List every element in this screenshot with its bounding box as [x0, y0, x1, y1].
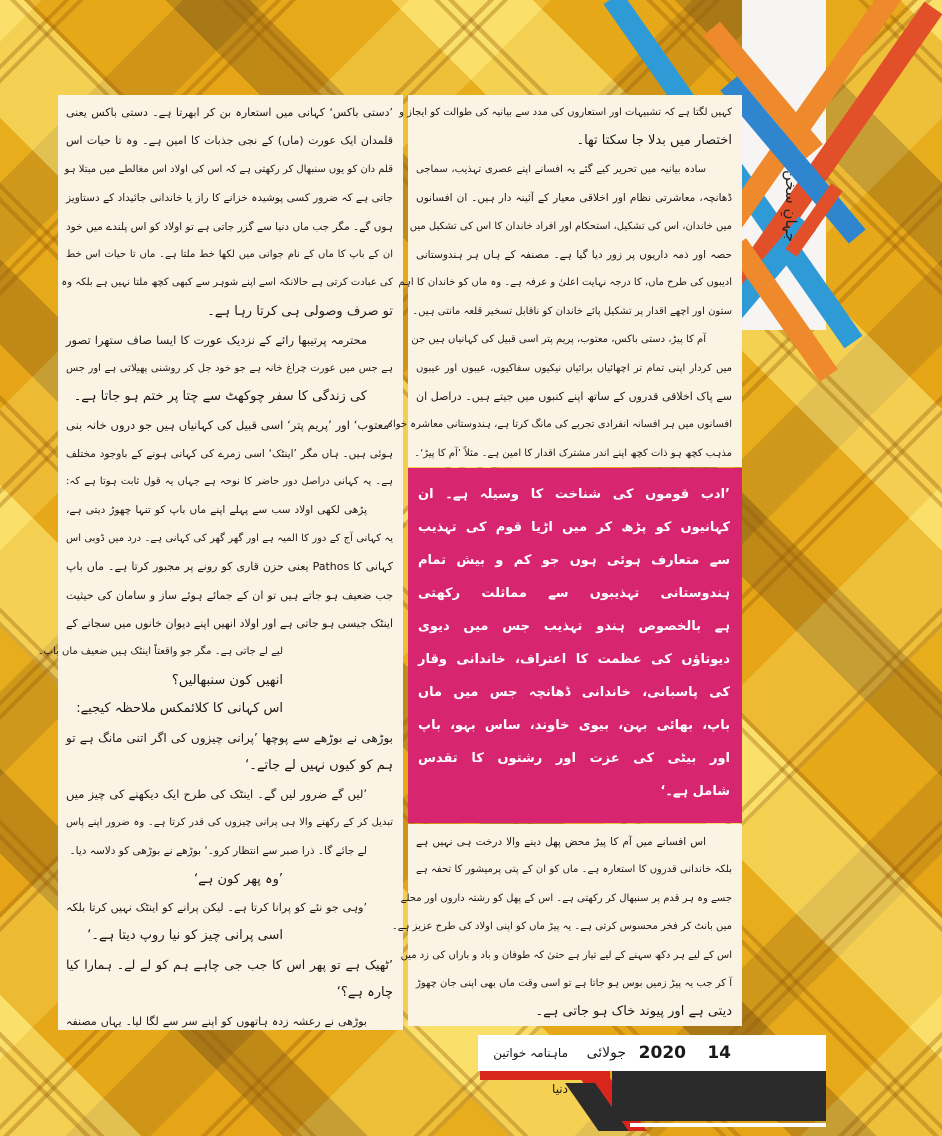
text-line: مذہب کچھ ہو ذات کچھ اپنے اندر مشترک اقدار کا امین ہے۔ مثلاً ’آم کا پیڑ‘۔ [414, 447, 732, 459]
text-line: کہانیوں کو پڑھ کر میں اڑیا قوم کی تہذیب [418, 520, 730, 535]
text-line: ڈھانچہ، معاشرتی نظام اور اخلاقی معیار کے آئینہ دار ہیں۔ ان افسانوں [416, 192, 732, 205]
right-text-column-top [387, 95, 742, 467]
text-line: ہے۔ یہ کہانی دراصل دور حاضر کا نوحہ ہے جہاں یہ قول ثابت ہوتا ہے کہ: [66, 476, 393, 488]
text-line: تبدیل کر کے رکھنے والا ہی پرانی چیزوں کی قدر کرتا ہے۔ وہ ضرور اپنے پاس [66, 816, 393, 828]
left-text-column [37, 95, 403, 1030]
section-label: جہانِ سخن [782, 170, 800, 243]
text-line: شامل ہے۔‘ [660, 784, 730, 799]
issue-month: جولائی [586, 1045, 626, 1061]
text-line: انھیں کون سنبھالیں؟ [171, 672, 283, 688]
magazine-name: ماہنامہ خواتین دنیا [493, 1046, 568, 1096]
text-line: جسے وہ ہر قدم پر سنبھال کر رکھتی ہے۔ اس کے پھل کو رشتہ داروں اور محلے [400, 892, 732, 904]
text-line: آم کا پیڑ، دستی باکس، معتوب، پریم پتر اسی قبیل کی کہانیاں ہیں جن [411, 334, 706, 346]
text-line: آ کر جب یہ پیڑ زمیں بوس ہو جاتا ہے تو اسی وقت ماں بھی اپنی جان چھوڑ [416, 977, 732, 989]
text-line: ’وہ پھر کون ہے‘ [193, 871, 283, 887]
page-number: 14 [707, 1043, 731, 1063]
article-text [37, 99, 393, 1036]
text-line: بلکہ خاندانی قدروں کا استعارہ ہے۔ ماں کو ان کے پتی پرمیشور کا تحفہ ہے [416, 864, 732, 876]
text-line: دیوتاؤں کی عظمت کا اعتراف، خاندانی وقار [418, 652, 730, 667]
issue-year: 2020 [638, 1043, 686, 1063]
text-line: سے پاک اخلاقی قدروں کے ساتھ اپنے کنبوں میں جیتے ہیں۔ دراصل ان [416, 389, 732, 403]
text-line: پڑھی لکھی اولاد سب سے پہلے اپنے ماں باپ کو تنہا چھوڑ دیتی ہے، [66, 504, 367, 517]
article-text [387, 99, 732, 468]
footer-black-block [612, 1071, 826, 1121]
text-line: ’وہی جو نئے کو پرانا کرتا ہے۔ لیکن پرانے کو اینٹک نہیں کرتا بلکہ [66, 900, 367, 914]
text-line: ستون اور اچھے اقدار پر تشکیل پائے خاندان کو ناقابل تسخیر قلعہ مانتی ہیں۔ [412, 305, 732, 317]
text-line: ادیبوں کی طرح ماں، کا درجہ نہایت اعلیٰ و عرفہ ہے۔ وہ ماں کو خاندان کا اہم [398, 277, 732, 289]
text-line: اختصار میں بدلا جا سکتا تھا۔ [576, 133, 732, 149]
text-line: کہانی کا Pathos یعنی حزن قاری کو رونے پر مجبور کرتا ہے۔ ماں باپ [66, 560, 393, 574]
text-line: میں خاندان، اس کی تشکیل، استحکام اور افراد خاندان کا اس کی تشکیل میں [409, 220, 732, 232]
text-line: تو صرف وصولی ہی کرتا رہا ہے۔ [207, 303, 393, 319]
text-line: لیے لے جاتی ہے۔ مگر جو واقعتاً اینٹک ہیں ضعیف ماں باپ۔ [37, 646, 283, 658]
text-line: دیتی ہے اور پیوند خاک ہو جاتی ہے۔ [535, 1004, 732, 1020]
text-line: کی عبادت کرتی ہے حالانکہ اسے اپنے شوہر سے کبھی کچھ ملتا نہیں ہے بلکہ وہ [61, 277, 393, 289]
text-line: اس افسانے میں آم کا پیڑ محض پھل دینے والا درخت ہی نہیں ہے [416, 836, 706, 848]
text-line: قلم دان کو یوں سنبھال کر رکھتی ہے کہ اس کی اولاد اس مغالطے میں مبتلا ہو [64, 163, 393, 175]
text-line: ہندوستانی تہذیبوں سے مماثلت رکھتی [418, 586, 730, 601]
text-line: اینٹک جیسی ہو جاتی ہے اور اولاد انھیں اپنے دیوان خانوں میں سجانے کے [66, 617, 393, 631]
text-line: کہیں لگتا ہے کہ تشبیہات اور استعاروں کی مدد سے بیانیہ کی طوالت کو ایجاز و [399, 107, 732, 118]
text-line: ’ٹھیک ہے تو پھر اس کا جب جی چاہے ہم کو لے لے۔ ہمارا کیا [66, 956, 393, 972]
text-line: ہوئی ہیں۔ ہاں مگر ’اینٹک‘ اسی زمرے کی کہانی ہونے کے باوجود مختلف [66, 447, 393, 460]
text-line: اس کے لیے ہر دکھ سہنے کے لیے تیار ہے حتیٰ کہ طوفان و باد و باراں کی زد میں [400, 949, 732, 961]
text-line: اور بیٹی کی عزت اور رشتوں کا تقدس [418, 751, 730, 766]
decorative-weave-stripe [742, 0, 826, 330]
text-line: ’دستی باکس‘ کہانی میں استعارہ بن کر ابھرتا ہے۔ دستی باکس یعنی [66, 106, 393, 119]
text-line: میں بانٹ کر فخر محسوس کرتی ہے۔ یہ پیڑ ماں کو اپنی اولاد کی طرح عزیز ہے۔ [391, 921, 732, 933]
text-line: جب ضعیف ہو جاتے ہیں تو ان کے جمائے ہوئے ساز و سامان کی حیثیت [66, 588, 393, 602]
text-line: حصہ اور ذمہ داریوں پر زور دیا گیا ہے۔ مصنفہ کے ہاں ہر ہندوستانی [416, 248, 732, 261]
text-line: ہے جس میں عورت چراغ خانہ ہے جو خود جل کر روشنی پھیلاتی ہے اور جس [66, 362, 393, 374]
text-line: ہے بالخصوص ہندو تہذیب جس میں دیوی [418, 619, 730, 634]
text-line: جاتی ہے کہ ضرور کسی پوشیدہ خزانے کا راز یا خاندانی جائیداد کے دستاویز [66, 192, 393, 205]
page-footer [478, 1035, 826, 1096]
pull-quote-text [418, 478, 730, 808]
text-line: لے جائے گا۔ ذرا صبر سے انتظار کرو۔‘ بوڑھے نے بوڑھی کو دلاسہ دیا۔ [69, 845, 367, 858]
text-line: بوڑھی نے بوڑھے سے پوچھا ’پرانی چیزوں کی اگر اتنی مانگ ہے تو [66, 730, 393, 745]
text-line: اسی پرانی چیز کو نیا روپ دیتا ہے۔‘ [87, 928, 283, 944]
text-line: سے متعارف ہوئی ہوں جو کم و بیش تمام [418, 553, 730, 568]
text-line: ہوں گے۔ مگر جب ماں دنیا سے گزر جاتی ہے تو اولاد کو اس پلندے میں خود [66, 220, 393, 233]
right-text-column-bottom [391, 824, 742, 1026]
text-line: قلمدان ایک عورت (ماں) کے نجی جذبات کا امین ہے۔ وہ تا حیات اس [66, 134, 393, 148]
text-line: محترمہ پرتیبھا رائے کے نزدیک عورت کا ایسا صاف ستھرا تصور [66, 333, 367, 348]
text-line: میں کردار اپنی تمام تر اچھائیاں برائیاں نیکیوں سفاکیوں، عیبوں اور عیبوں [416, 362, 732, 374]
article-text [391, 828, 732, 1027]
pull-quote-box [408, 468, 742, 823]
text-line: یہ کہانی آج کے دور کا المیہ ہے اور گھر گھر کی کہانی ہے۔ درد میں ڈوبی اس [66, 532, 393, 544]
text-line: ’لیں گے ضرور لیں گے۔ اینٹک کی طرح ایک دیکھنے کی چیز میں [66, 787, 367, 802]
footer-white-line [630, 1123, 826, 1127]
text-line: اس کہانی کا کلائمکس ملاحظہ کیجیے: [76, 701, 283, 717]
text-line: ’ادب قوموں کی شناخت کا وسیلہ ہے۔ ان [418, 487, 730, 502]
text-line: ان کے باپ کا ماں کے نام جوانی میں لکھا خط ملتا ہے۔ ماں تا حیات اس خط [66, 248, 393, 260]
text-line: چارہ ہے؟‘ [336, 985, 393, 1001]
text-line: کی پاسبانی، خاندانی ڈھانچہ جس میں ماں [418, 685, 730, 700]
text-line: باپ، بھائی بہن، بیوی خاوند، ساس بہو، باپ [418, 718, 730, 733]
text-line: افسانوں میں ہر افسانہ انفرادی تجربے کی مانگ کرتا ہے، ہندوستانی معاشرہ خواہ [387, 419, 732, 431]
text-line: سادہ بیانیہ میں تحریر کیے گئے یہ افسانے اپنے عصری تہذیب، سماجی [416, 163, 706, 175]
text-line: بوڑھی نے رعشہ زدہ ہاتھوں کو اپنے سر سے لگا لیا۔ یہاں مصنفہ [66, 1014, 367, 1028]
text-line: ہم کو کیوں نہیں لے جاتے۔‘ [245, 757, 393, 773]
text-line: ’معتوب‘ اور ’پریم پتر‘ اسی قبیل کی کہانیاں ہیں جو دروں خانہ بنی [66, 418, 393, 433]
text-line: کی زندگی کا سفر چوکھٹ سے چتا پر ختم ہو جاتا ہے۔ [73, 388, 367, 404]
